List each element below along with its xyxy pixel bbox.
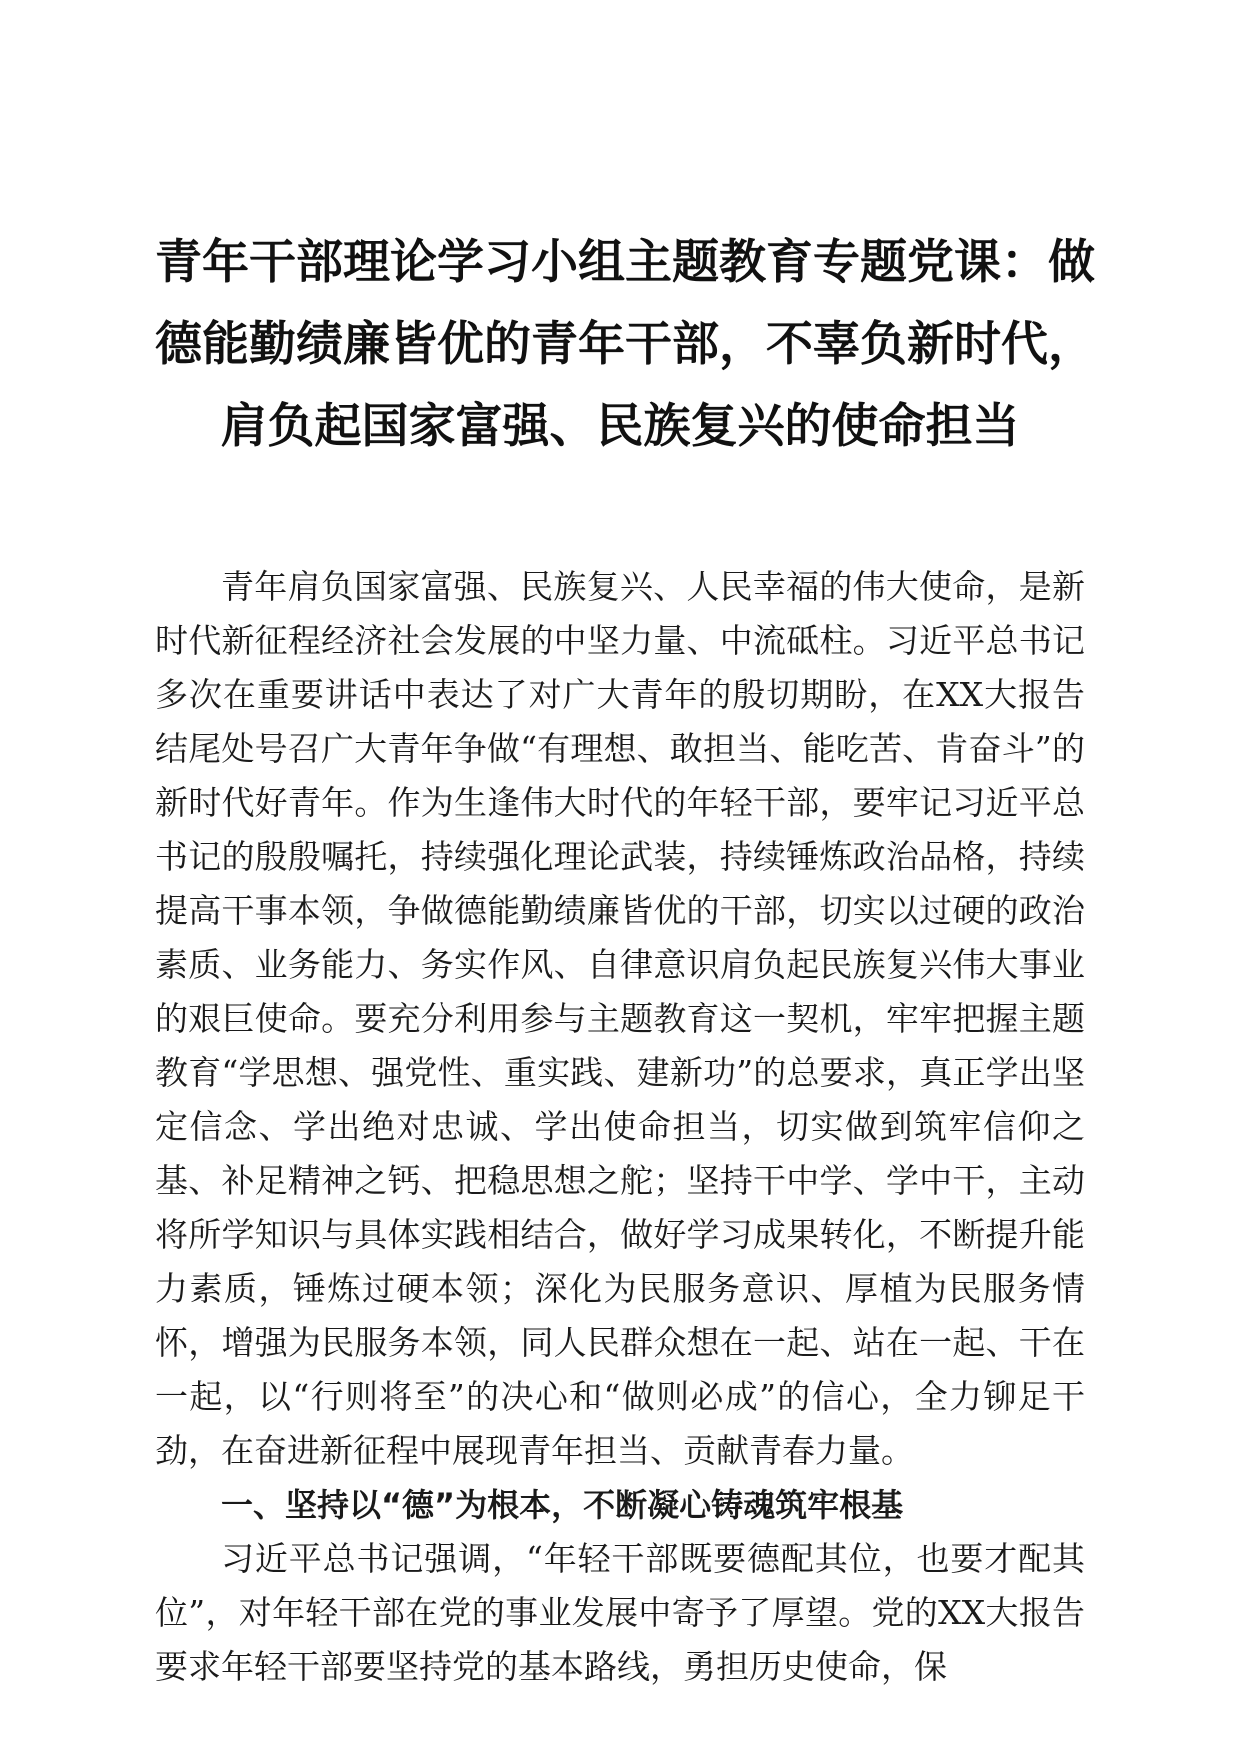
title-line-1: 青年干部理论学习小组主题教育专题党课：做 <box>155 235 1095 290</box>
title-line-2: 德能勤绩廉皆优的青年干部，不辜负新时代， <box>155 317 1095 372</box>
intro-paragraph: 青年肩负国家富强、民族复兴、人民幸福的伟大使命，是新时代新征程经济社会发展的中坚力量、中流砥柱。习近平总书记多次在重要讲话中表达了对广大青年的殷切期盼，在XX大报告结尾处号召广大青年争做“有理想、敢担当、能吃苦、肯奋斗”的新时代好青年。作为生逢伟大时代的年轻干部，要牢记习近平总书记的殷殷嘱托，持续强化理论武装，持续锤炼政治品格，持续提高干事本领，争做德能勤绩廉皆优的干部，切实以过硬的政治素质、业务能力、务实作风、自律意识肩负起民族复兴伟大事业的艰巨使命。要充分利用参与主题教育这一契机，牢牢把握主题教育“学思想、强党性、重实践、建新功”的总要求，真正学出坚定信念、学出绝对忠诚、学出使命担当，切实做到筑牢信仰之基、补足精神之钙、把稳思想之舵；坚持干中学、学中干，主动将所学知识与具体实践相结合，做好学习成果转化，不断提升能力素质，锤炼过硬本领；深化为民服务意识、厚植为民服务情怀，增强为民服务本领，同人民群众想在一起、站在一起、干在一起，以“行则将至”的决心和“做则必成”的信心，全力铆足干劲，在奋进新征程中展现青年担当、贡献青春力量。 <box>155 567 1085 1470</box>
document-body <box>155 560 1085 1694</box>
section-1-heading: 一、坚持以“德”为根本，不断凝心铸魂筑牢根基 <box>221 1486 904 1524</box>
section-1-paragraph: 习近平总书记强调，“年轻干部既要德配其位，也要才配其位”，对年轻干部在党的事业发展中寄予了厚望。党的XX大报告要求年轻干部要坚持党的基本路线，勇担历史使命，保 <box>155 1539 1085 1686</box>
title-line-3: 肩负起国家富强、民族复兴的使命担当 <box>220 399 1020 454</box>
document-title <box>155 222 1095 468</box>
